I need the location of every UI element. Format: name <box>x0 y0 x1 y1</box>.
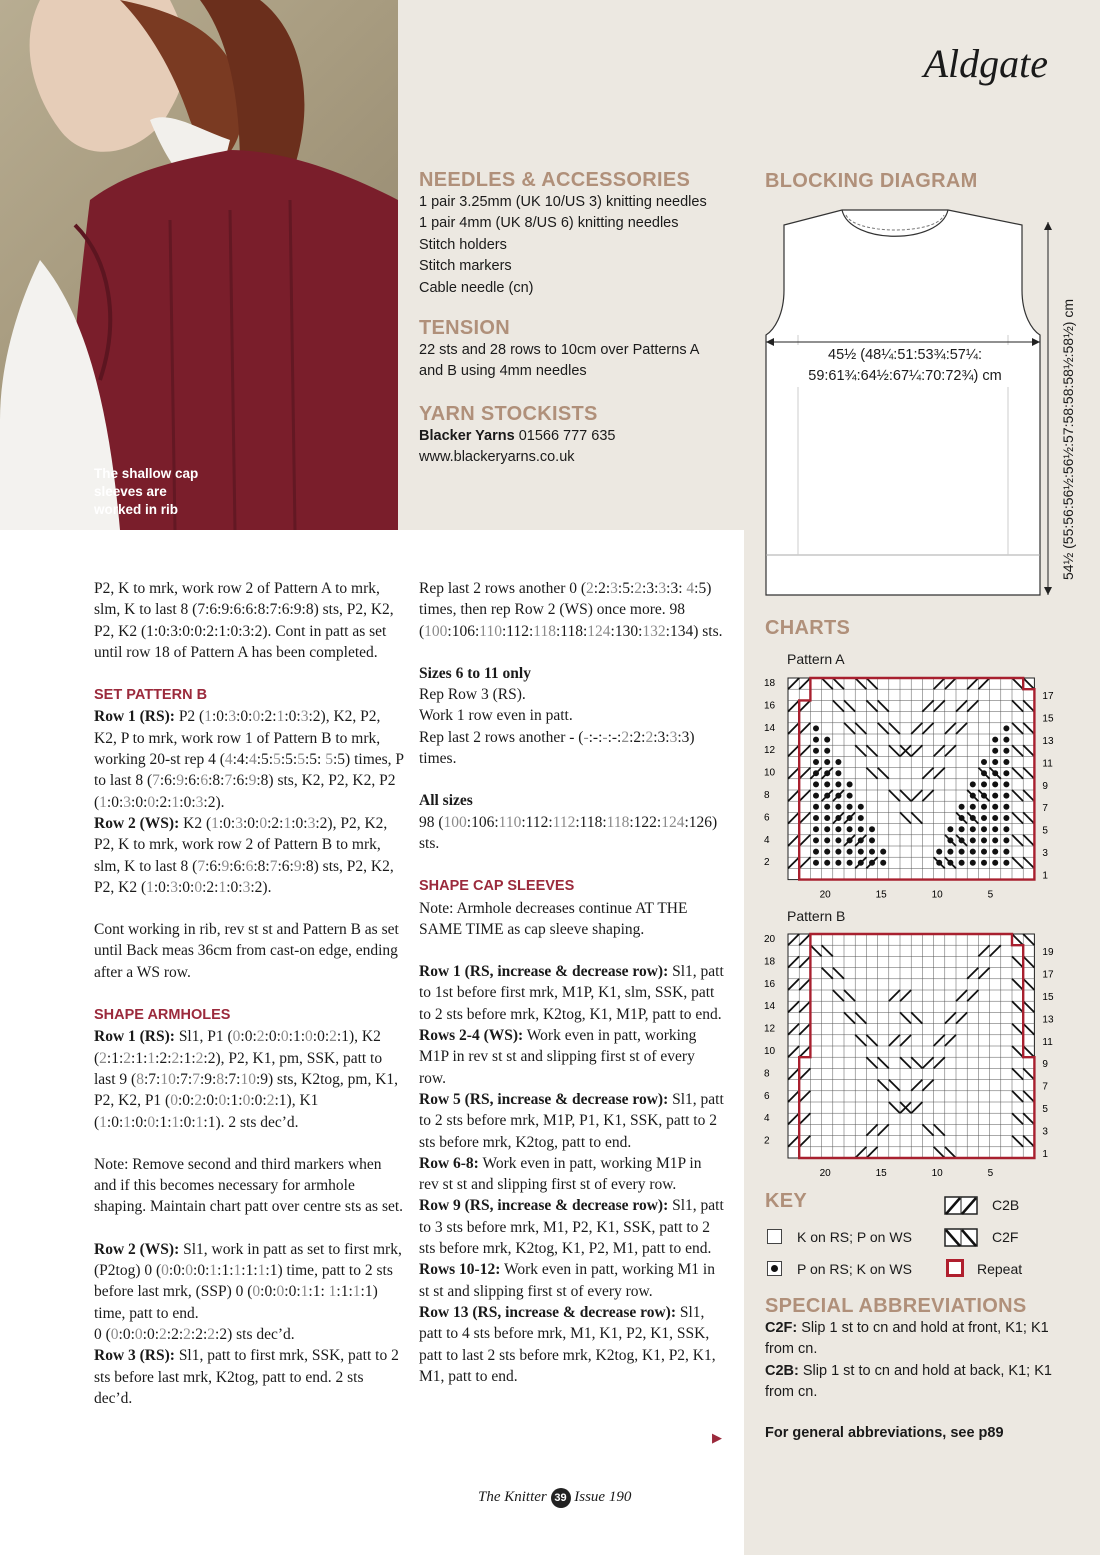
general-abbrev-note: For general abbreviations, see p89 <box>765 1424 1004 1441</box>
purl-dot <box>970 860 976 866</box>
row-label: 16 <box>764 978 776 990</box>
row-label: 8 <box>764 1068 770 1080</box>
key-repeat: Repeat <box>977 1261 1023 1277</box>
purl-dot <box>947 849 953 855</box>
c2f-symbol-icon <box>944 1228 978 1248</box>
width-line: 59:61¾:64½:67¼:70:72¾) cm <box>808 368 1002 384</box>
purl-dot <box>959 849 965 855</box>
purl-dot <box>947 860 953 866</box>
purl-dot <box>813 781 819 787</box>
abbrev-term: C2B: <box>765 1362 799 1379</box>
needles-line: 1 pair 4mm (UK 8/US 6) knitting needles <box>419 215 679 231</box>
purl-dot <box>824 804 830 810</box>
paragraph: SET PATTERN B Row 1 (RS): P2 (1:0:3:0:0:2:1:0:3:2), K2, P2, K2, P to mrk, work row 1 of Pattern B to mrk, working 20-st rep 4 (4:4:4:5:5:5:5:5: 5:5) times, P to last 8 (7:6:9:6:6:8:7:6:9:8) sts, K2, P2, K2, P2 (1:0:3:0:0:2:1:0:3:2). Row 2 (WS): K2 (1:0:3:0:0:2:1:0:3:2), P2, K2, P2, K to mrk, work row 2 of Pattern B to mrk, slm, K to last 8 (7:6:9:6:6:8:7:6:9:8) sts, P2, K2, P2, K2 (1:0:3:0:0:2:1:0:3:2). <box>94 687 404 896</box>
purl-dot <box>936 849 942 855</box>
purl-dot <box>970 826 976 832</box>
purl-dot <box>1003 804 1009 810</box>
row-label: 12 <box>764 745 776 757</box>
blocking-diagram <box>760 205 1100 605</box>
purl-dot <box>1003 725 1009 731</box>
purl-dot <box>992 837 998 843</box>
paragraph: Row 2 (WS): Sl1, work in patt as set to first mrk, (P2tog) 0 (0:0:0:0:1:1:1:1:1:1) time, patt to 2 sts before last mrk, (SSP) 0 (0:0:0:0:1:1: 1:1:1:1) time, patt to end. 0 (0:0:0:0:2:2:2:2:2:2) sts dec’d. Row 3 (RS): Sl1, patt to first mrk, SSK, patt to 2 sts before last mrk, K2tog, patt to end. 2 sts dec’d. <box>94 1240 402 1407</box>
purl-dot <box>959 826 965 832</box>
col-label: 15 <box>875 1168 887 1178</box>
pattern-b-label: Pattern B <box>787 908 846 924</box>
purl-dot <box>1003 815 1009 821</box>
purl-dot <box>981 837 987 843</box>
purl-dot <box>981 815 987 821</box>
stockists-heading: YARN STOCKISTS <box>419 403 598 425</box>
purl-dot <box>858 815 864 821</box>
purl-dot <box>847 815 853 821</box>
purl-dot <box>1003 770 1009 776</box>
pattern-a-label: Pattern A <box>787 651 845 667</box>
row-label: 12 <box>764 1023 776 1035</box>
purl-dot <box>835 793 841 799</box>
key-knit: K on RS; P on WS <box>797 1229 912 1245</box>
row-label: 18 <box>764 678 776 689</box>
row-label: 11 <box>1042 1036 1053 1048</box>
key-heading: KEY <box>765 1190 808 1212</box>
row-label: 11 <box>1042 758 1053 770</box>
purl-dot <box>981 826 987 832</box>
page-number: 39 <box>551 1488 571 1508</box>
purl-dot <box>992 826 998 832</box>
tension-heading: TENSION <box>419 317 510 339</box>
instructions-col-1 <box>94 578 404 1430</box>
purl-dot <box>858 849 864 855</box>
paragraph: Note: Remove second and third markers when and if this becomes necessary for armhole shaping. Maintain chart patt over centre sts as set. <box>94 1155 404 1216</box>
row-label: 15 <box>1042 992 1054 1003</box>
purl-dot <box>858 826 864 832</box>
width-measurement <box>790 345 1020 387</box>
row-label: 6 <box>764 812 770 824</box>
purl-dot <box>813 759 819 765</box>
purl-dot <box>824 770 830 776</box>
tension-section <box>419 318 739 383</box>
row-label: 1 <box>1042 1148 1048 1160</box>
row-label: 14 <box>764 722 776 734</box>
purl-dot <box>813 849 819 855</box>
row-label: 10 <box>764 1046 776 1057</box>
purl-dot <box>824 849 830 855</box>
purl-dot <box>824 759 830 765</box>
purl-dot <box>992 781 998 787</box>
needles-line: 1 pair 3.25mm (UK 10/US 3) knitting needles <box>419 193 707 210</box>
length-measurement: 54½ (55:56:56½:56½:57:58:58:58½:58½) cm <box>1060 299 1076 580</box>
purl-dot <box>847 804 853 810</box>
paragraph: SHAPE ARMHOLES Row 1 (RS): Sl1, P1 (0:0:2:0:0:1:0:0:2:1), K2 (2:1:2:1:1:2:2:1:2:2), P2, K1, pm, SSK, patt to last 9 (8:7:10:7:7:9:8:7:10:9) sts, K2tog, pm, K1, P2, K2, P1 (0:0:2:0:0:1:0:0:2:1), K1 (1:0:1:0:0:1:1:0:1:1). 2 sts dec’d. <box>94 1007 399 1131</box>
purl-dot <box>981 759 987 765</box>
paragraph: Cont working in rib, rev st st and Pattern B as set until Back meas 36cm from cast-on edge, ending after a WS row. <box>94 921 399 981</box>
purl-dot <box>970 793 976 799</box>
row-label: 2 <box>764 1135 770 1147</box>
stockists-section <box>419 404 739 469</box>
purl-dot <box>847 826 853 832</box>
col-label: 10 <box>931 1168 943 1178</box>
purl-dot <box>947 826 953 832</box>
purl-dot <box>970 804 976 810</box>
purl-dot <box>992 770 998 776</box>
key-purl: P on RS; K on WS <box>797 1261 912 1277</box>
purl-dot <box>1003 837 1009 843</box>
abbrev-section <box>765 1296 1065 1444</box>
stockist-phone: 01566 777 635 <box>518 427 616 444</box>
purl-dot <box>970 815 976 821</box>
purl-dot <box>992 737 998 743</box>
row-label: 9 <box>1042 780 1048 792</box>
row-label: 1 <box>1042 870 1048 882</box>
row-label: 13 <box>1042 1014 1054 1026</box>
purl-dot <box>936 860 942 866</box>
purl-dot <box>880 860 886 866</box>
row-label: 17 <box>1042 691 1054 703</box>
needles-section <box>419 170 739 299</box>
purl-dot <box>847 793 853 799</box>
purl-dot <box>959 804 965 810</box>
tension-line: and B using 4mm needles <box>419 363 587 379</box>
purl-dot <box>970 849 976 855</box>
purl-dot <box>970 781 976 787</box>
purl-dot <box>813 815 819 821</box>
photo-caption: The shallow cap sleeves are worked in rib <box>94 466 199 517</box>
purl-dot <box>869 826 875 832</box>
purl-dot <box>835 837 841 843</box>
purl-dot <box>981 804 987 810</box>
purl-dot <box>947 837 953 843</box>
purl-dot <box>835 804 841 810</box>
purl-dot <box>880 849 886 855</box>
row-label: 5 <box>1042 825 1048 837</box>
purl-dot <box>847 849 853 855</box>
purl-dot <box>1003 826 1009 832</box>
row-label: 16 <box>764 700 776 712</box>
col-label: 20 <box>819 889 831 901</box>
stockist-name: Blacker Yarns <box>419 427 515 444</box>
purl-dot <box>824 815 830 821</box>
purl-symbol-icon <box>767 1261 782 1276</box>
purl-dot <box>981 793 987 799</box>
col-label: 15 <box>875 889 887 901</box>
purl-dot <box>959 815 965 821</box>
row-label: 7 <box>1042 1081 1048 1093</box>
row-label: 20 <box>764 934 776 945</box>
purl-dot <box>813 837 819 843</box>
row-label: 17 <box>1042 969 1054 981</box>
purl-dot <box>959 860 965 866</box>
paragraph: SHAPE CAP SLEEVES Note: Armhole decreases continue AT THE SAME TIME as cap sleeve shaping. <box>419 878 688 938</box>
row-label: 10 <box>764 767 776 779</box>
c2b-symbol-icon <box>944 1196 978 1216</box>
purl-dot <box>992 759 998 765</box>
purl-dot <box>981 770 987 776</box>
stockist-url: www.blackeryarns.co.uk <box>419 449 575 465</box>
row-label: 3 <box>1042 1126 1048 1138</box>
purl-dot <box>970 837 976 843</box>
purl-dot <box>869 849 875 855</box>
row-label: 7 <box>1042 803 1048 815</box>
purl-dot <box>813 737 819 743</box>
paragraph: P2, K to mrk, work row 2 of Pattern A to mrk, slm, K to last 8 (7:6:9:6:6:8:7:6:9:8) sts, P2, K2, P2, K2 (1:0:3:0:0:2:1:0:3:2). Cont in patt as set until row 18 of Pattern A has been completed. <box>94 580 394 661</box>
row-label: 3 <box>1042 848 1048 859</box>
pattern-b-chart <box>760 928 1060 1178</box>
purl-dot <box>858 860 864 866</box>
purl-dot <box>1003 860 1009 866</box>
purl-dot <box>847 781 853 787</box>
key-c2b: C2B <box>992 1197 1020 1213</box>
purl-dot <box>813 725 819 731</box>
purl-dot <box>824 826 830 832</box>
row-label: 4 <box>764 834 770 846</box>
row-label: 8 <box>764 790 770 801</box>
purl-dot <box>1003 849 1009 855</box>
width-line: 45½ (48¼:51:53¾:57¼: <box>828 347 982 363</box>
purl-dot <box>813 804 819 810</box>
purl-dot <box>1003 781 1009 787</box>
blocking-heading: BLOCKING DIAGRAM <box>765 170 978 192</box>
row-label: 4 <box>764 1113 770 1125</box>
row-label: 2 <box>764 857 770 869</box>
page-footer <box>478 1488 631 1508</box>
paragraph: All sizes 98 (100:106:110:112:112:118:118:122:124:126) sts. <box>419 792 718 852</box>
row-label: 19 <box>1042 947 1054 959</box>
purl-dot <box>813 826 819 832</box>
tension-line: 22 sts and 28 rows to 10cm over Patterns A <box>419 341 700 358</box>
pattern-a-chart <box>760 672 1060 902</box>
purl-dot <box>1003 737 1009 743</box>
purl-dot <box>835 849 841 855</box>
continue-arrow-icon: ▶ <box>712 1430 722 1445</box>
purl-dot <box>858 837 864 843</box>
purl-dot <box>835 860 841 866</box>
row-label: 13 <box>1042 736 1054 747</box>
purl-dot <box>992 804 998 810</box>
charts-heading: CHARTS <box>765 617 851 639</box>
purl-dot <box>981 860 987 866</box>
purl-dot <box>959 837 965 843</box>
row-label: 6 <box>764 1090 770 1102</box>
purl-dot <box>992 849 998 855</box>
row-label: 15 <box>1042 713 1054 725</box>
needles-line: Stitch holders <box>419 236 507 253</box>
model-photo <box>0 0 398 530</box>
instructions-col-2 <box>419 578 724 1408</box>
abbrev-def: Slip 1 st to cn and hold at front, K1; K1 from cn. <box>765 1319 1049 1357</box>
purl-dot <box>869 860 875 866</box>
purl-dot <box>813 793 819 799</box>
purl-dot <box>824 793 830 799</box>
abbrev-heading: SPECIAL ABBREVIATIONS <box>765 1295 1027 1317</box>
magazine-name: The Knitter <box>478 1489 547 1505</box>
abbrev-term: C2F: <box>765 1319 798 1336</box>
row-label: 9 <box>1042 1059 1048 1071</box>
purl-dot <box>824 860 830 866</box>
purl-dot <box>835 770 841 776</box>
purl-dot <box>858 804 864 810</box>
needles-line: Stitch markers <box>419 258 512 274</box>
purl-dot <box>992 748 998 754</box>
purl-dot <box>981 849 987 855</box>
page-title: Aldgate <box>923 41 1048 86</box>
paragraph: Rep last 2 rows another 0 (2:2:3:5:2:3:3:3: 4:5) times, then rep Row 2 (WS) once more. 98 (100:106:110:112:118:118:124:130:132:134) sts. <box>419 580 723 640</box>
needles-line: Cable needle (cn) <box>419 279 534 296</box>
purl-dot <box>835 815 841 821</box>
purl-dot <box>981 781 987 787</box>
purl-dot <box>824 748 830 754</box>
key-c2f: C2F <box>992 1229 1019 1245</box>
purl-dot <box>1003 793 1009 799</box>
paragraph: Row 1 (RS, increase & decrease row): Sl1, patt to 1st before first mrk, M1P, K1, slm, SSK, patt to 2 sts before mrk, K2tog, K1, M1P, patt to end. Rows 2-4 (WS): Work even in patt, working M1P in rev st st and slipping first st of every row. Row 5 (RS, increase & decrease row): Sl1, patt to 2 sts before mrk, M1P, P1, K1, SSK, patt to 2 sts before mrk, K2tog, patt to end. Row 6-8: Work even in patt, working M1P in rev st st and slipping first st of every row. Row 9 (RS, increase & decrease row): Sl1, patt to 3 sts before mrk, M1, P2, K1, SSK, patt to 2 sts before mrk, K2tog, K1, P2, M1, patt to end. Rows 10-12: Work even in patt, working M1 in st st and slipping first st of every row. Row 13 (RS, increase & decrease row): Sl1, patt to 4 sts before mrk, M1, K1, P2, K1, SSK, patt to last 2 sts before mrk, K2tog, K1, P2, K1, M1, patt to end. <box>419 963 724 1385</box>
paragraph: Sizes 6 to 11 only Rep Row 3 (RS). Work 1 row even in patt. Rep last 2 rows another - (-:-:-:-:2:2:2:3:3:3) times. <box>419 664 695 768</box>
purl-dot <box>813 748 819 754</box>
col-label: 10 <box>931 889 943 901</box>
row-label: 18 <box>764 956 776 968</box>
abbrev-def: Slip 1 st to cn and hold at back, K1; K1 from cn. <box>765 1362 1052 1400</box>
needles-heading: NEEDLES & ACCESSORIES <box>419 169 691 191</box>
col-label: 20 <box>819 1168 831 1178</box>
knit-symbol-icon <box>767 1229 782 1244</box>
repeat-symbol-icon <box>946 1259 964 1277</box>
col-label: 5 <box>987 889 994 901</box>
purl-dot <box>1003 759 1009 765</box>
purl-dot <box>1003 748 1009 754</box>
purl-dot <box>992 815 998 821</box>
purl-dot <box>835 826 841 832</box>
purl-dot <box>813 770 819 776</box>
purl-dot <box>835 781 841 787</box>
col-label: 5 <box>987 1168 994 1178</box>
purl-dot <box>824 781 830 787</box>
purl-dot <box>824 837 830 843</box>
purl-dot <box>992 793 998 799</box>
purl-dot <box>813 860 819 866</box>
purl-dot <box>824 737 830 743</box>
issue-number: Issue 190 <box>574 1489 632 1505</box>
row-label: 14 <box>764 1001 776 1013</box>
purl-dot <box>992 860 998 866</box>
purl-dot <box>835 759 841 765</box>
purl-dot <box>869 837 875 843</box>
purl-dot <box>847 860 853 866</box>
purl-dot <box>847 837 853 843</box>
row-label: 5 <box>1042 1104 1048 1115</box>
